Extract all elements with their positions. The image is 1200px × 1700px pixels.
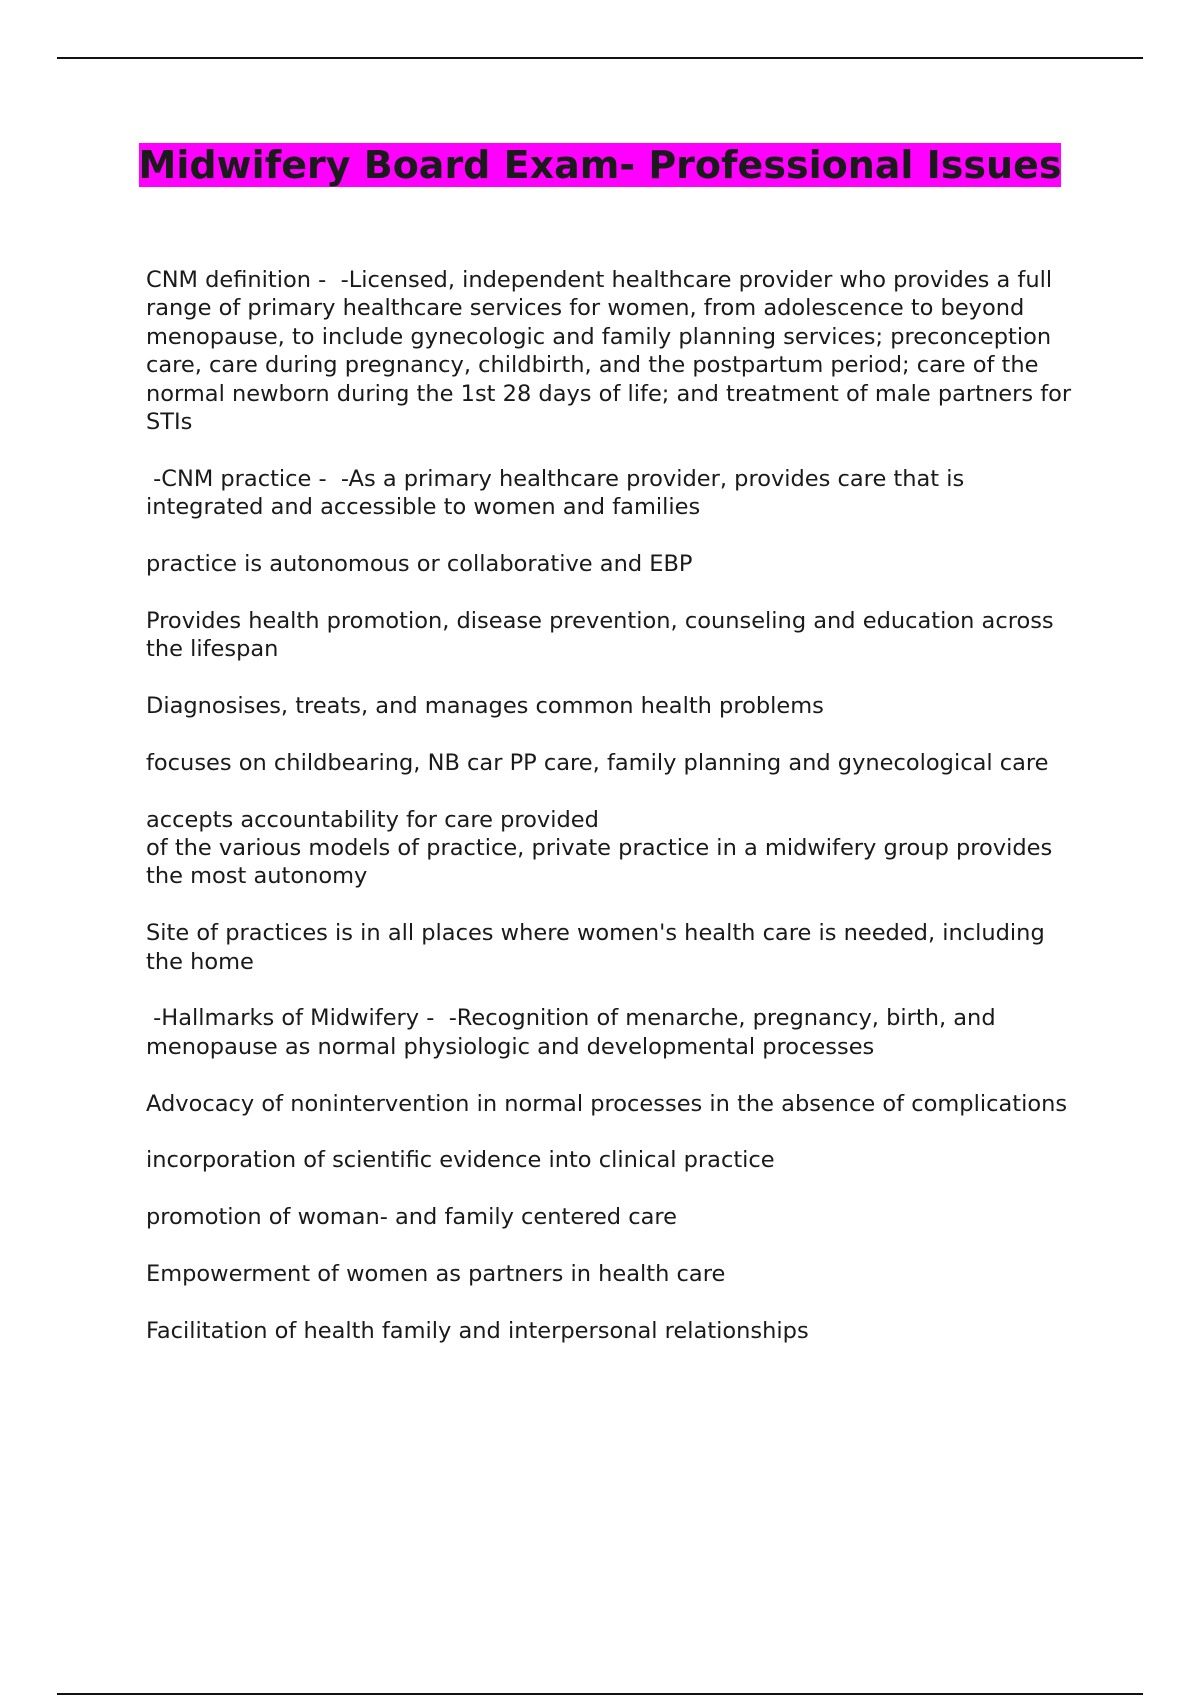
document-title: Midwifery Board Exam- Professional Issues xyxy=(138,143,1062,187)
paragraph-hallmarks: -Hallmarks of Midwifery - -Recognition of menarche, pregnancy, birth, and menopause as normal physiologic and developmental processes xyxy=(146,1005,1003,1060)
paragraph-health-promotion: Provides health promotion, disease prevention, counseling and education across the lifespan xyxy=(146,607,1061,663)
paragraph-cnm-practice: -CNM practice - -As a primary healthcare provider, provides care that is integrated and accessible to women and families xyxy=(146,465,972,521)
paragraph-scientific-evidence: incorporation of scientific evidence into clinical practice xyxy=(146,1147,775,1174)
bottom-rule xyxy=(57,1693,1143,1695)
paragraph-autonomous: practice is autonomous or collaborative and EBP xyxy=(146,551,693,578)
top-rule xyxy=(57,57,1143,59)
paragraph-accountability: accepts accountability for care provided xyxy=(146,806,599,833)
paragraph-cnm-definition: CNM definition - -Licensed, independent healthcare provider who provides a full range of primary healthcare services for women, from adolescence to beyond menopause, to include gynecologic and family planning services; preconception care, care during pregnancy, childbirth, and the postpartum period; care of the normal newborn during the 1st 28 days of life; and treatment of male partners for STIs xyxy=(146,267,1079,436)
paragraph-empowerment: Empowerment of women as partners in health care xyxy=(146,1261,726,1288)
paragraph-nonintervention: Advocacy of nonintervention in normal processes in the absence of complications xyxy=(146,1090,1068,1117)
paragraph-facilitation: Facilitation of health family and interpersonal relationships xyxy=(146,1317,809,1344)
paragraph-diagnoses: Diagnosises, treats, and manages common health problems xyxy=(146,693,824,720)
paragraph-family-centered: promotion of woman- and family centered care xyxy=(146,1204,677,1231)
paragraph-childbearing: focuses on childbearing, NB car PP care, family planning and gynecological care xyxy=(146,749,1049,776)
document-body xyxy=(146,266,1086,1374)
paragraph-models-of-practice: of the various models of practice, private practice in a midwifery group provides the most autonomy xyxy=(146,835,1060,890)
paragraph-site-of-practices: Site of practices is in all places where women's health care is needed, including the home xyxy=(146,920,1052,975)
title-container xyxy=(120,142,1080,189)
